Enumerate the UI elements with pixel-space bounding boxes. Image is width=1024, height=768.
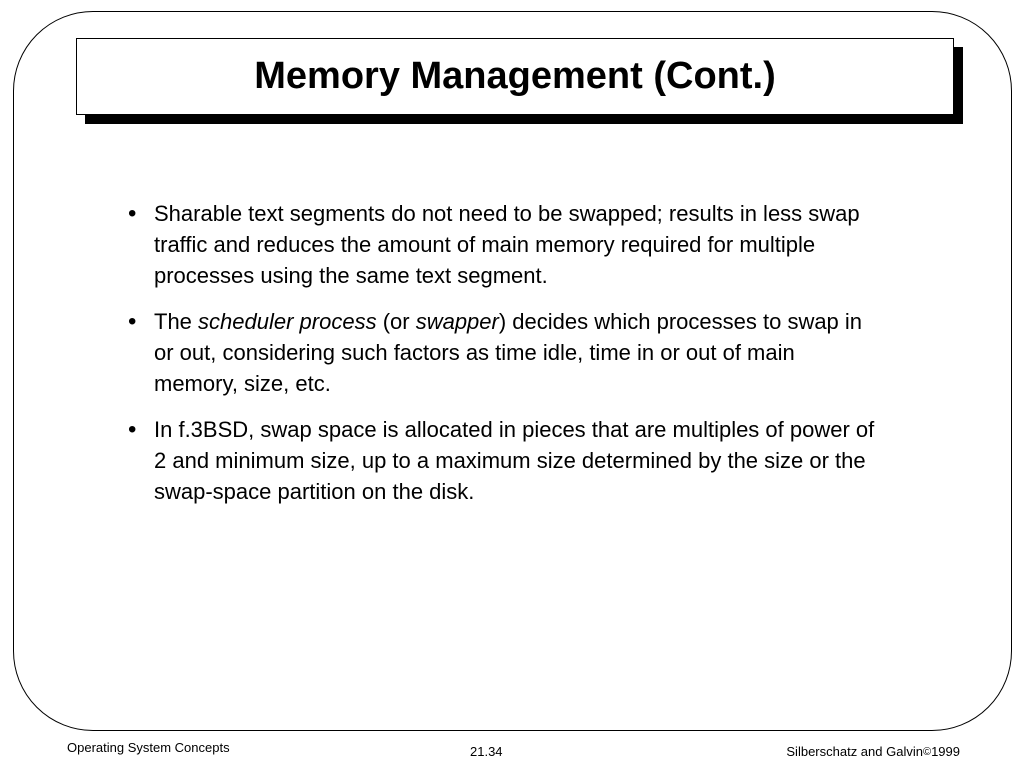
bullet-text: In f.3BSD, swap space is allocated in pieces that are multiples of power of 2 and minimum size, up to a maximum size determined by the size or the swap-space partition on the disk.	[154, 417, 875, 504]
bullet-icon: •	[128, 200, 137, 227]
title-box	[76, 38, 954, 115]
footer-authors	[786, 744, 960, 759]
footer-course-title: Operating System Concepts	[67, 740, 230, 755]
bullet-italic-term: scheduler process	[198, 309, 377, 334]
slide-title: Memory Management (Cont.)	[254, 55, 776, 97]
bullet-text-part: The	[154, 309, 199, 334]
bullet-icon: •	[128, 416, 137, 443]
bullet-text-part: ) decides which processes to swap in or out, considering such factors as time idle, time in or out of main memory, size, etc.	[154, 309, 863, 396]
footer-year: 1999	[931, 744, 960, 759]
footer-author-names: Silberschatz and Galvin	[786, 744, 923, 759]
bullet-text: Sharable text segments do not need to be swapped; results in less swap traffic and reduces the amount of main memory required for multiple processes using the same text segment.	[154, 201, 860, 288]
footer-page-number: 21.34	[470, 744, 503, 759]
copyright-icon: ©	[922, 746, 932, 758]
bullet-italic-term: swapper	[415, 309, 499, 334]
bullet-item	[126, 414, 876, 507]
bullet-item	[126, 306, 876, 399]
bullet-list	[126, 198, 876, 522]
bullet-text-part: (or	[376, 309, 416, 334]
bullet-item	[126, 198, 876, 291]
bullet-icon: •	[128, 308, 137, 335]
